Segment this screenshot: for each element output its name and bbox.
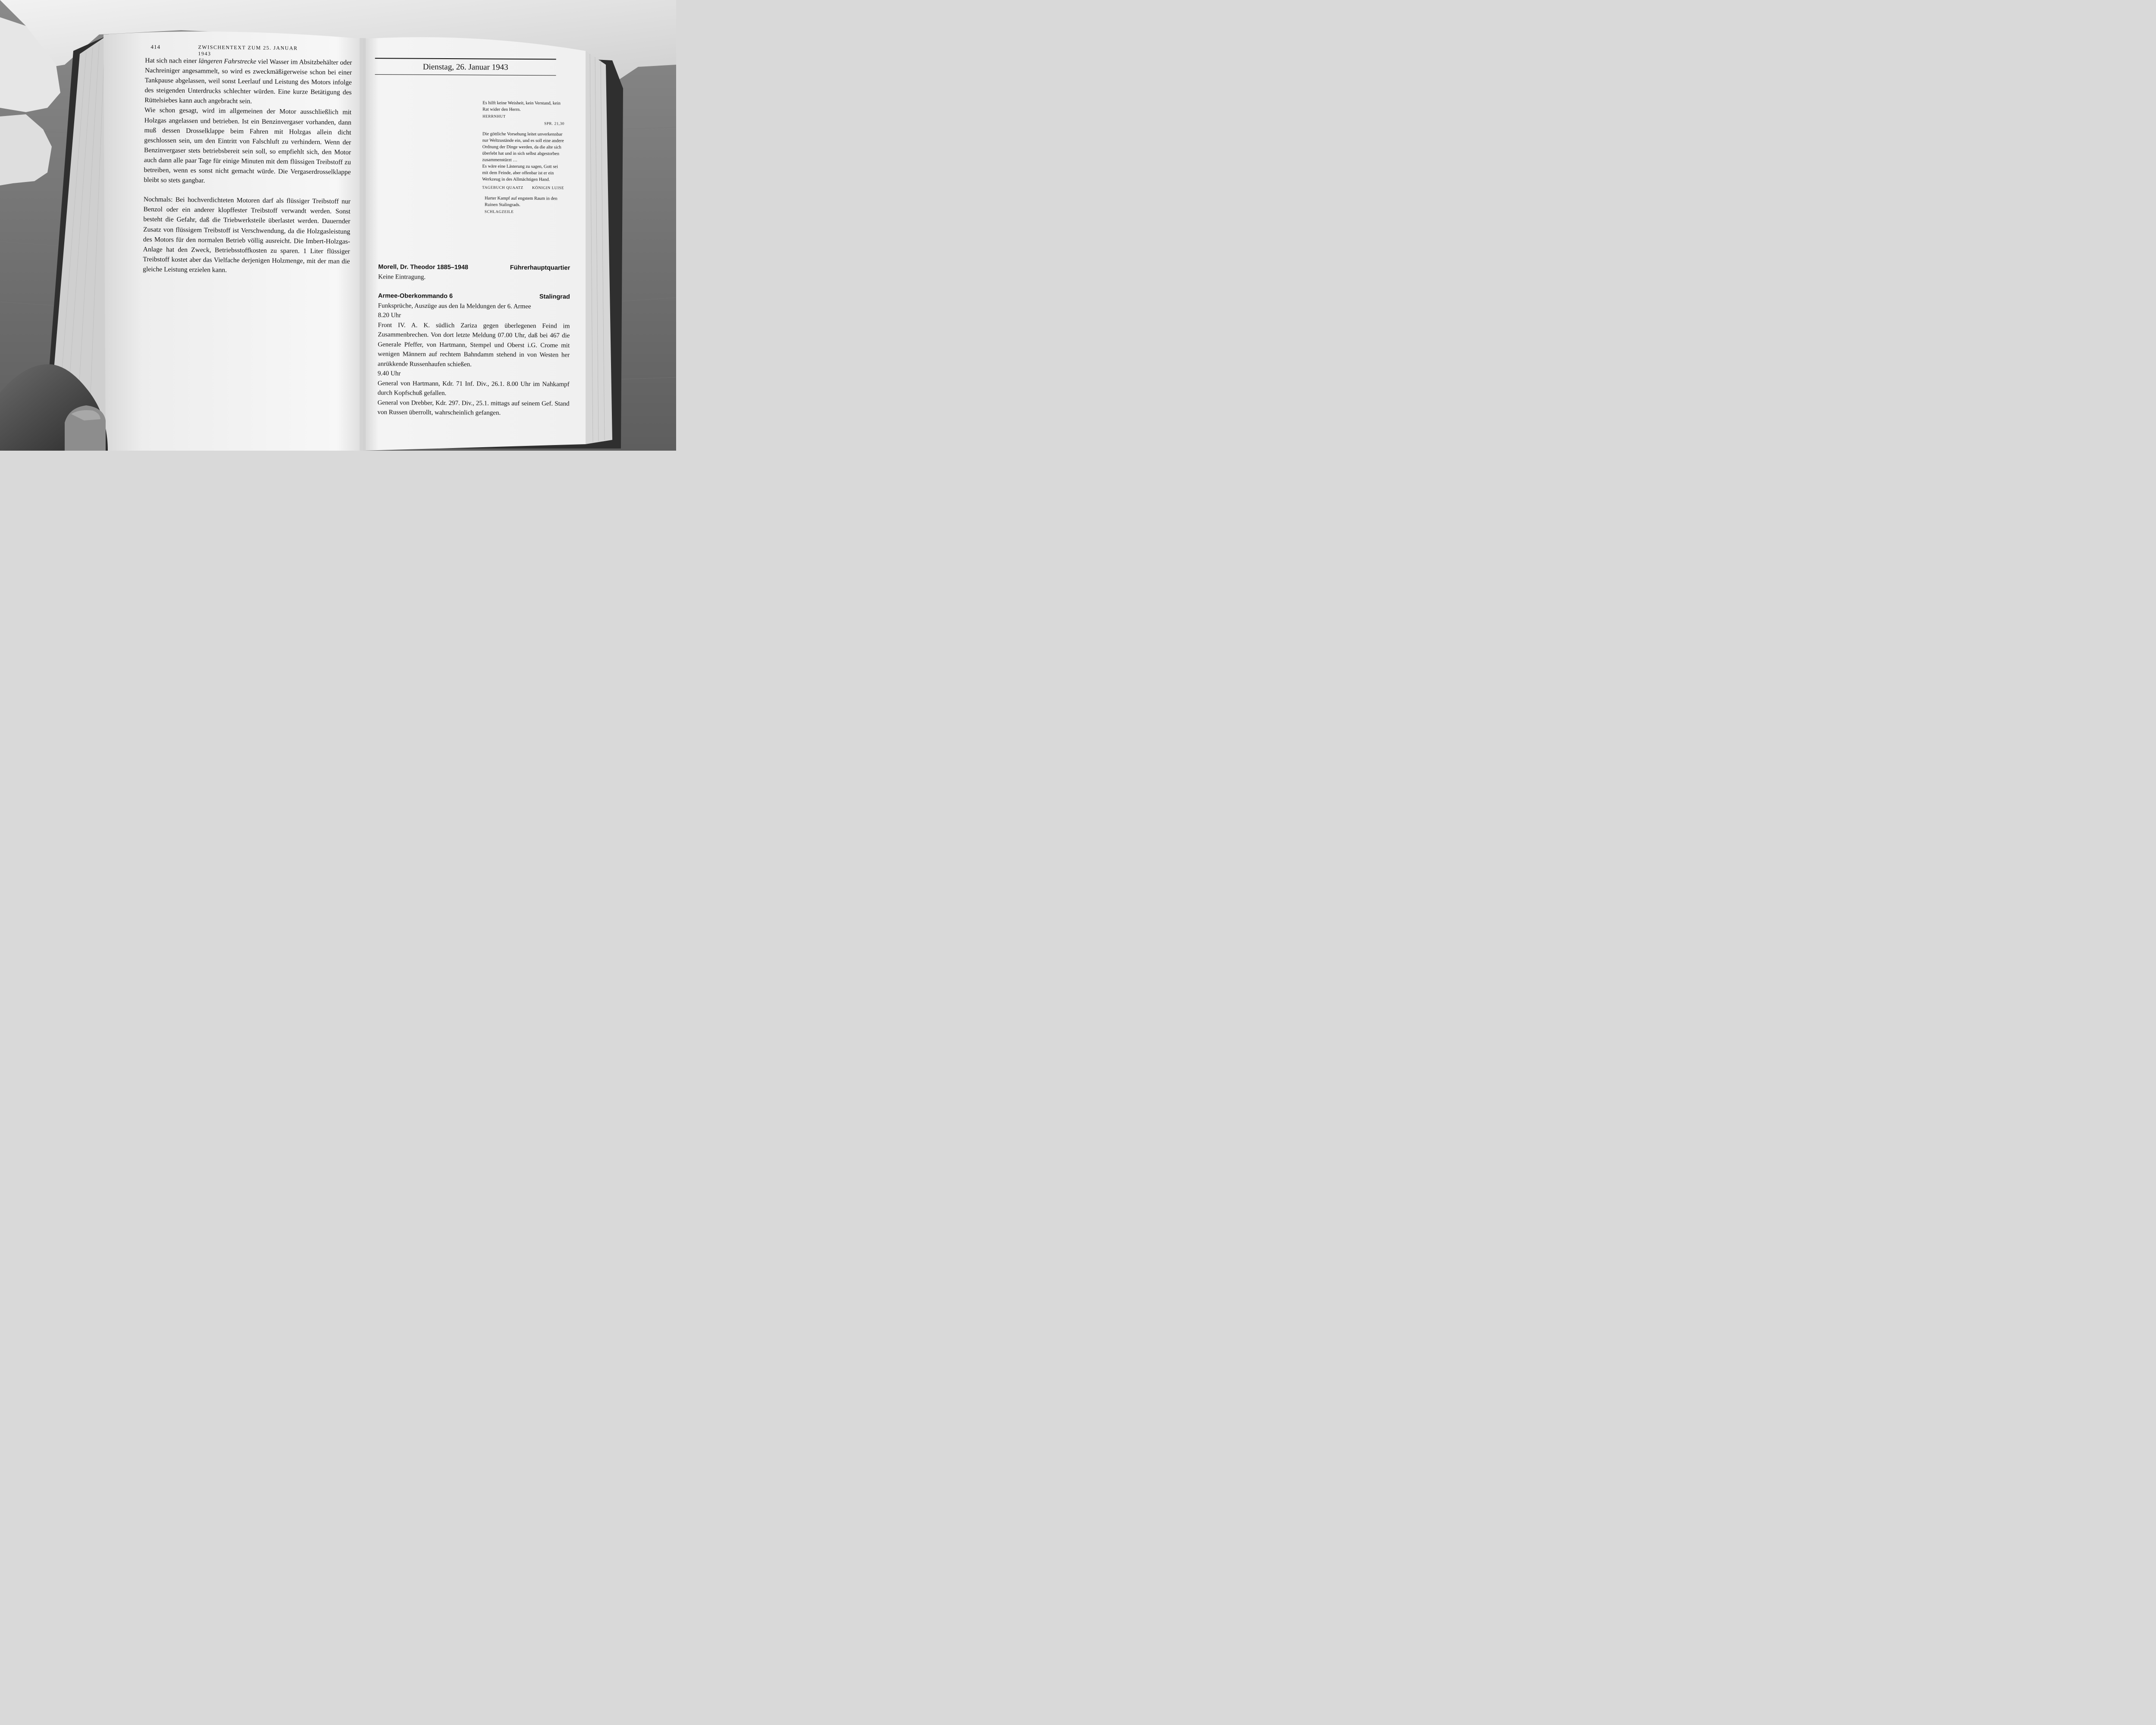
photo-scene [0,0,676,451]
left-page-header [150,43,306,57]
paragraph-1-start: Hat sich nach einer [145,56,199,65]
paragraph-1-italic: längeren Fahrstrecke [198,57,257,66]
page-number: 414 [150,43,161,50]
left-page [106,30,364,451]
entry-aok6-place: Stalingrad [539,293,570,301]
entry-morell [378,262,570,282]
motto-block [482,100,564,215]
entry-morell-head [378,262,570,273]
left-page-body [143,56,352,276]
date-heading: Dienstag, 26. Januar 1943 [423,62,508,72]
entry-morell-text: Keine Eintragung. [378,273,426,281]
entry-aok6-time-2: 9.40 Uhr [377,370,401,377]
entry-aok6 [377,291,570,418]
motto-quote-2a: Die göttliche Vorsehung leitet unverkennbar nur Weltzustände ein, und es soll eine andere Ordnung der Dinge werden, da die alte sich überlebt hat und in sich selbst abgestorben zusammenstürzt … [482,132,564,163]
motto-sources-2 [482,184,564,191]
entry-aok6-head [378,291,570,302]
entry-morell-name: Morell, Dr. Theodor 1885–1948 [378,263,468,271]
paragraph-3: Nochmals: Bei hochverdichteten Motoren darf als flüssiger Treibstoff nur Benzol oder ein anderer klopffester Treibstoff verwandt werden. Sonst besteht die Gefahr, daß die Triebwerksteile überlastet werden. Dauernder Zusatz von flüssigem Treibstoff ist Verschwendung, da die Holzgasleistung des Motors für den normalen Betrieb völlig ausreicht. Die Imbert-Holzgas-Anlage hat den Zweck, Betriebsstoffkosten zu sparen. 1 Liter flüssiger Treibstoff kostet aber das Vielfache derjenigen Holzmenge, mit der man die gleiche Leistung erzielen kann. [143,196,351,274]
motto-quote-1: Es hilft keine Weisheit, kein Verstand, kein Rat wider den Herrn. [483,100,561,112]
running-head: ZWISCHENTEXT ZUM 25. JANUAR 1943 [198,44,298,57]
paragraph-1-end: viel Wasser im Absitzbehälter oder Nachreiniger angesammelt, so wird es zweckmäßigerweise schon bei einer Tankpause abgelassen, weil sonst Leerlauf und Leistung des Motors infolge des steigenden Unterdrucks schlechter würden. Eine kurze Betätigung des Rüttelsiebes kann auch angebracht sein. [144,58,352,105]
paragraph-2: Wie schon gesagt, wird im allgemeinen der Motor ausschließlich mit Holzgas angelassen und betrieben. Ist ein Benzinvergaser vorhanden, dann muß dessen Drosselklappe beim Fahren mit Holzgas allein dicht geschlossen sein, um den Eintritt von Falschluft zu verhindern. Wenn der Benzinvergaser stets betriebsbereit sein soll, so empfiehlt sich, den Motor auch dann alle paar Tage für einige Minuten mit dem flüssigen Treibstoff zu betreiben, wenn es sonst nicht gemacht würde. Die Vergaserdrosselklappe bleibt so stets gangbar. [144,107,352,185]
motto-source-2a: TAGEBUCH QUAATZ [482,185,523,190]
entry-aok6-text-2: General von Hartmann, Kdr. 71 Inf. Div., 26.1. 8.00 Uhr im Nahkampf durch Kopfschuß gefallen. [377,380,570,397]
entry-aok6-text-1: Front IV. A. K. südlich Zariza gegen überlegenen Feind im Zusammenbrechen. Von dort letzte Meldung 07.00 Uhr, daß bei 467 die Generale Pfeffer, von Hartmann, Stempel und Oberst i.G. Crome mit wenigen Männern auf rechtem Bahndamm stehend in von Westen her anrükkende Russenhaufen schießen. [377,321,570,368]
entry-aok6-time-1: 8.20 Uhr [378,312,401,319]
entry-aok6-subtitle: Funksprüche, Auszüge aus den Ia Meldungen der 6. Armee [378,302,531,310]
entry-morell-place: Führerhauptquartier [510,264,570,272]
motto-quote-2b: Es wäre eine Lästerung zu sagen, Gott sei mit dem Feinde, aber offenbar ist er ein Werkzeug in des Allmächtigen Hand. [482,164,558,182]
paragraph-1 [144,56,352,107]
entry-aok6-name: Armee-Oberkommando 6 [378,292,453,300]
motto-source-1: HERRNHUT [482,114,506,119]
motto-reference-1: SPR. 21,30 [544,121,564,126]
entry-aok6-text-3: General von Drebber, Kdr. 297. Div., 25.1. mittags auf seinem Gef. Stand von Russen überrollt, wahrscheinlich gefangen. [377,399,570,417]
motto-quote-3: Harter Kampf auf engstem Raum in den Ruinen Stalingrads. [484,196,558,207]
motto-source-2b: KÖNIGIN LUISE [532,185,564,190]
motto-source-3: SCHLAGZEILE [484,209,514,214]
right-page [361,30,585,451]
date-heading-box [375,58,556,75]
